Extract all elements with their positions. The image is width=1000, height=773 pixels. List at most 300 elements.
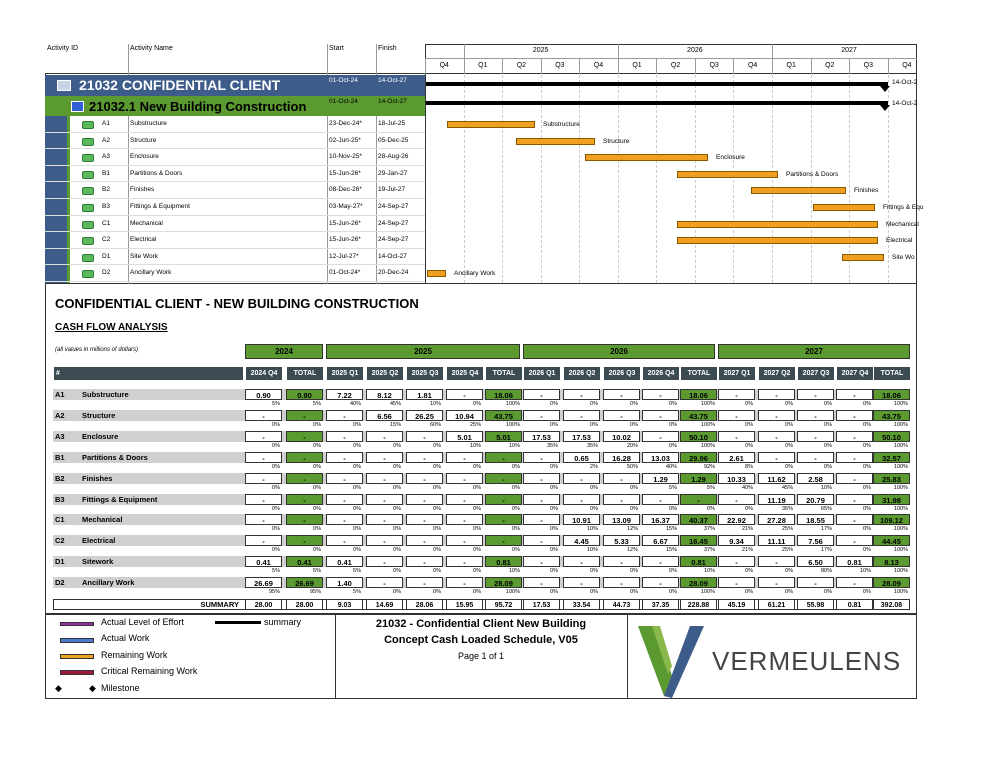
header-activity-id: Activity ID xyxy=(47,45,79,52)
cf-percent: 0% xyxy=(272,526,280,533)
cf-percent: 5% xyxy=(272,401,280,407)
cf-percent: 8% xyxy=(745,463,753,470)
cf-value: - xyxy=(563,410,600,421)
cf-summary-value: 14.69 xyxy=(366,599,403,610)
cf-value: - xyxy=(523,452,560,463)
cf-percent: 80% xyxy=(820,568,832,575)
cf-value: 43.75 xyxy=(485,410,522,421)
cf-value: 1.29 xyxy=(680,473,717,484)
cf-value: 8.12 xyxy=(366,389,403,400)
cf-value: - xyxy=(642,577,679,588)
cf-percent: 10% xyxy=(469,442,481,449)
cf-value: - xyxy=(286,431,323,442)
cf-percent: 0% xyxy=(824,589,832,596)
cf-summary-value: 45.19 xyxy=(718,599,755,610)
cf-row-name: Enclosure xyxy=(82,431,119,441)
cf-value: - xyxy=(642,494,679,505)
activity-row[interactable] xyxy=(45,149,425,166)
activity-bar[interactable] xyxy=(677,171,778,178)
timescale-year: 2026 xyxy=(687,47,703,54)
activity-bar-label: Electrical xyxy=(886,237,913,245)
cf-value: 0.81 xyxy=(485,556,522,567)
cf-value: - xyxy=(758,452,795,463)
cf-value: 5.01 xyxy=(485,431,522,442)
cf-percent: 45% xyxy=(389,401,401,407)
activity-start: 01-Oct-24* xyxy=(329,269,361,277)
cf-percent: 0% xyxy=(824,401,832,407)
cf-value: - xyxy=(406,452,443,463)
cf-value: - xyxy=(523,535,560,546)
timescale-quarter: Q3 xyxy=(709,62,719,69)
cf-value: 13.03 xyxy=(642,452,679,463)
cf-value: - xyxy=(718,410,755,421)
cf-value: - xyxy=(366,514,403,525)
activity-name: Site Work xyxy=(130,252,159,260)
cf-percent: 0% xyxy=(669,505,677,512)
cf-value: - xyxy=(326,452,363,463)
timescale-quarter: Q2 xyxy=(516,62,527,69)
cf-percent: 100% xyxy=(700,401,715,407)
cf-col-header: 2025 Q3 xyxy=(406,367,443,380)
cf-percent: 0% xyxy=(393,526,401,533)
activity-finish: 05-Dec-25 xyxy=(378,136,409,144)
cf-percent: 0% xyxy=(590,484,598,491)
cf-percent: 100% xyxy=(700,442,715,449)
cf-percent: 15% xyxy=(389,421,401,428)
cf-value: - xyxy=(523,473,560,484)
activity-icon xyxy=(82,254,94,262)
cf-percent: 0% xyxy=(863,442,871,449)
timescale-quarter: Q2 xyxy=(670,62,681,69)
cf-percent: 0% xyxy=(512,484,520,491)
activity-bar[interactable] xyxy=(677,221,878,228)
legend-actual: Actual Work xyxy=(101,633,150,643)
cf-summary-value: 95.72 xyxy=(485,599,522,610)
cf-value: 6.50 xyxy=(797,556,834,567)
wbs1-summary-end-icon xyxy=(880,86,890,92)
cf-percent: 25% xyxy=(781,526,793,533)
cf-col-header: 2025 Q4 xyxy=(446,367,483,380)
cf-percent: 0% xyxy=(353,442,361,449)
cf-value: 7.56 xyxy=(797,535,834,546)
cf-value: - xyxy=(406,494,443,505)
cf-col-header: TOTAL xyxy=(485,367,522,380)
cf-col-header: 2025 Q2 xyxy=(366,367,403,380)
cf-value: - xyxy=(245,494,282,505)
cf-percent: 10% xyxy=(508,568,520,575)
cf-percent: 60% xyxy=(429,421,441,428)
gantt-header xyxy=(45,44,425,74)
cf-value: 16.28 xyxy=(603,452,640,463)
cf-value: 28.09 xyxy=(485,577,522,588)
cf-value: 5.33 xyxy=(603,535,640,546)
activity-finish: 20-Dec-24 xyxy=(378,269,409,277)
cf-percent: 2% xyxy=(590,463,598,470)
cf-summary-value: 9.03 xyxy=(326,599,363,610)
cf-percent: 0% xyxy=(272,463,280,470)
cf-value: - xyxy=(406,473,443,484)
cf-value: - xyxy=(523,410,560,421)
cf-percent: 0% xyxy=(393,463,401,470)
activity-name: Fittings & Equipment xyxy=(130,203,190,210)
cf-value: - xyxy=(326,410,363,421)
cf-value: - xyxy=(758,389,795,400)
cf-percent: 0% xyxy=(590,568,598,575)
cf-value: - xyxy=(642,410,679,421)
cf-value: - xyxy=(836,514,873,525)
cf-value: 11.11 xyxy=(758,535,795,546)
activity-icon xyxy=(82,171,94,179)
cf-value: - xyxy=(286,535,323,546)
cf-percent: 0% xyxy=(863,526,871,533)
activity-start: 08-Dec-26* xyxy=(329,186,362,194)
activity-row[interactable] xyxy=(45,199,425,216)
cf-percent: 0% xyxy=(473,401,481,407)
activity-start: 15-Jun-26* xyxy=(329,219,361,227)
cf-row-id: A2 xyxy=(55,410,65,420)
cf-row-name: Sitework xyxy=(82,557,114,567)
cf-percent: 15% xyxy=(665,526,677,533)
cf-percent: 0% xyxy=(863,547,871,554)
legend-critical: Critical Remaining Work xyxy=(101,666,198,676)
cf-col-header: 2027 Q3 xyxy=(797,367,834,380)
cf-percent: 0% xyxy=(550,484,558,491)
cf-value: 18.06 xyxy=(680,389,717,400)
cf-value: 32.57 xyxy=(873,452,910,463)
cf-percent: 0% xyxy=(512,505,520,512)
cf-value: - xyxy=(485,473,522,484)
activity-icon xyxy=(82,121,94,129)
cf-percent: 5% xyxy=(669,484,677,491)
cf-percent: 95% xyxy=(268,589,280,596)
cf-percent: 0% xyxy=(863,484,871,491)
cf-value: - xyxy=(245,431,282,442)
wbs1-finish: 14-Oct-27 xyxy=(378,77,407,84)
footer-title-2: Concept Cash Loaded Schedule, V05 xyxy=(384,634,578,646)
cf-col-header: TOTAL xyxy=(286,367,323,380)
cf-row-id: B3 xyxy=(55,494,65,504)
cf-value: 50.10 xyxy=(680,431,717,442)
cf-value: - xyxy=(836,431,873,442)
cf-value: 11.19 xyxy=(758,494,795,505)
cf-value: - xyxy=(485,452,522,463)
cf-col-header: 2027 Q4 xyxy=(836,367,873,380)
cf-value: - xyxy=(603,556,640,567)
cf-value: - xyxy=(446,452,483,463)
cf-value: 17.53 xyxy=(563,431,600,442)
cf-percent: 0% xyxy=(433,442,441,449)
activity-start: 15-Jun-26* xyxy=(329,236,361,244)
cf-percent: 10% xyxy=(508,442,520,449)
cf-percent: 0% xyxy=(512,547,520,554)
cf-value: - xyxy=(836,494,873,505)
cf-value: - xyxy=(523,514,560,525)
cf-value: - xyxy=(563,389,600,400)
activity-row[interactable] xyxy=(45,216,425,233)
cf-summary-value: 44.73 xyxy=(603,599,640,610)
activity-icon xyxy=(82,204,94,212)
cf-percent: 0% xyxy=(863,505,871,512)
cf-percent: 15% xyxy=(665,547,677,554)
logo-text: VERMEULENS xyxy=(712,646,902,676)
cf-value: - xyxy=(563,556,600,567)
cf-percent: 100% xyxy=(700,589,715,596)
cf-value: - xyxy=(406,577,443,588)
cf-percent: 0% xyxy=(785,401,793,407)
cf-value: 28.09 xyxy=(680,577,717,588)
cf-value: - xyxy=(446,473,483,484)
cf-value: 20.79 xyxy=(797,494,834,505)
activity-bar[interactable] xyxy=(447,121,535,128)
cf-percent: 0% xyxy=(863,463,871,470)
activity-row[interactable] xyxy=(45,182,425,199)
cf-value: - xyxy=(563,473,600,484)
cf-value: - xyxy=(642,431,679,442)
cf-summary-value: 61.21 xyxy=(758,599,795,610)
cf-percent: 0% xyxy=(353,547,361,554)
activity-id: B2 xyxy=(102,186,110,194)
activity-bar[interactable] xyxy=(585,154,708,161)
cf-percent: 0% xyxy=(512,526,520,533)
cf-percent: 0% xyxy=(550,568,558,575)
cf-percent: 0% xyxy=(785,589,793,596)
cf-value: 0.65 xyxy=(563,452,600,463)
cf-summary-value: 15.95 xyxy=(446,599,483,610)
cf-percent: 0% xyxy=(590,421,598,428)
activity-start: 03-May-27* xyxy=(329,203,363,210)
cf-value: 1.29 xyxy=(642,473,679,484)
activity-start: 15-Jun-26* xyxy=(329,169,361,177)
cf-value: - xyxy=(485,535,522,546)
cf-row-id: B2 xyxy=(55,473,65,483)
timescale-quarter: Q4 xyxy=(747,62,758,69)
cf-value: - xyxy=(446,494,483,505)
cf-value: - xyxy=(563,577,600,588)
cf-value: - xyxy=(797,410,834,421)
cf-percent: 0% xyxy=(669,568,677,575)
timescale-year: 2025 xyxy=(532,47,549,54)
cf-percent: 0% xyxy=(669,421,677,428)
activity-bar[interactable] xyxy=(427,270,446,277)
wbs1-name: 21032 CONFIDENTIAL CLIENT xyxy=(79,77,281,93)
cf-percent: 0% xyxy=(313,547,321,554)
activity-bar-label: Site Wo xyxy=(892,253,915,261)
cf-value: - xyxy=(245,452,282,463)
cf-percent: 0% xyxy=(550,589,558,596)
cf-value: 26.69 xyxy=(286,577,323,588)
activity-finish: 29-Jan-27 xyxy=(378,169,408,177)
cf-percent: 100% xyxy=(893,505,908,512)
cf-percent: 45% xyxy=(781,484,793,491)
cf-value: 10.02 xyxy=(603,431,640,442)
cf-percent: 0% xyxy=(272,484,280,491)
activity-bar[interactable] xyxy=(842,254,884,261)
cf-percent: 0% xyxy=(669,589,677,596)
cf-value: 11.62 xyxy=(758,473,795,484)
legend-milestone: Milestone xyxy=(101,683,140,693)
cf-percent: 0% xyxy=(630,484,638,491)
cf-percent: 50% xyxy=(626,463,638,470)
folder-icon xyxy=(57,80,71,91)
cf-percent: 35% xyxy=(781,505,793,512)
cf-value: 109.12 xyxy=(873,514,910,525)
cf-note: (all values in millions of dollars) xyxy=(55,347,139,353)
cf-col-header: 2026 Q2 xyxy=(563,367,600,380)
cf-value: - xyxy=(758,556,795,567)
cf-percent: 25% xyxy=(781,547,793,554)
legend-remaining: Remaining Work xyxy=(101,650,168,660)
cf-value: 10.91 xyxy=(563,514,600,525)
cf-percent: 10% xyxy=(586,526,598,533)
cf-value: - xyxy=(286,410,323,421)
cf-percent: 0% xyxy=(550,526,558,533)
cf-percent: 0% xyxy=(863,401,871,407)
cf-percent: 5% xyxy=(353,589,361,596)
activity-bar-label: Structure xyxy=(603,137,630,145)
cf-row-id: D2 xyxy=(55,578,65,588)
cf-summary-value: 0.81 xyxy=(836,599,873,610)
activity-id: C2 xyxy=(102,236,111,244)
cf-percent: 0% xyxy=(393,568,401,575)
activity-bar[interactable] xyxy=(751,187,846,194)
cf-value: 9.34 xyxy=(718,535,755,546)
activity-finish: 18-Jul-25 xyxy=(378,120,406,127)
cf-row-id: C1 xyxy=(55,515,65,525)
cf-value: 2.61 xyxy=(718,452,755,463)
legend-remaining-swatch xyxy=(60,654,94,659)
cf-percent: 0% xyxy=(433,547,441,554)
activity-row[interactable] xyxy=(45,265,425,282)
cf-value: 1.40 xyxy=(326,577,363,588)
wbs2-end-label: 14-Oct-2 xyxy=(892,100,918,107)
cf-title: CONFIDENTIAL CLIENT - NEW BUILDING CONSTRUCTION xyxy=(55,296,419,311)
cf-percent: 0% xyxy=(473,505,481,512)
activity-bar[interactable] xyxy=(516,138,595,145)
wbs-folder-icon xyxy=(71,101,84,112)
cf-value: - xyxy=(797,577,834,588)
cf-percent: 10% xyxy=(703,568,715,575)
cf-percent: 100% xyxy=(893,547,908,554)
activity-icon xyxy=(82,138,94,146)
cf-value: - xyxy=(366,473,403,484)
cf-year-header: 2024 xyxy=(245,344,323,359)
cf-value: - xyxy=(758,577,795,588)
cf-value: - xyxy=(718,556,755,567)
cf-value: - xyxy=(245,535,282,546)
cf-percent: 0% xyxy=(272,421,280,428)
cf-percent: 0% xyxy=(630,505,638,512)
activity-row[interactable] xyxy=(45,116,425,133)
cf-percent: 0% xyxy=(353,463,361,470)
activity-icon xyxy=(82,270,94,278)
activity-id: D2 xyxy=(102,269,111,277)
cf-row-name: Electrical xyxy=(82,536,116,546)
cf-summary-value: 17.53 xyxy=(523,599,560,610)
activity-row[interactable] xyxy=(45,232,425,249)
activity-id: C1 xyxy=(102,219,111,227)
cf-value: - xyxy=(366,556,403,567)
milestone-icon: ◆ xyxy=(89,683,96,693)
cf-percent: 0% xyxy=(863,589,871,596)
timescale-quarter: Q4 xyxy=(593,62,604,69)
cf-percent: 0% xyxy=(473,547,481,554)
cf-value: - xyxy=(603,410,640,421)
activity-bar-label: Enclosure xyxy=(716,154,745,162)
cf-value: - xyxy=(642,556,679,567)
cf-value: 1.81 xyxy=(406,389,443,400)
cf-row-name: Substructure xyxy=(82,390,129,399)
cf-percent: 0% xyxy=(433,526,441,533)
cf-percent: 0% xyxy=(353,421,361,428)
timescale-quarter: Q4 xyxy=(439,62,449,69)
cf-percent: 0% xyxy=(353,526,361,533)
cf-percent: 0% xyxy=(590,401,598,407)
cf-value: - xyxy=(485,494,522,505)
cf-percent: 100% xyxy=(893,421,908,428)
activity-name: Partitions & Doors xyxy=(130,169,183,177)
cf-percent: 25% xyxy=(469,421,481,428)
cf-percent: 100% xyxy=(893,401,908,407)
cf-value: 0.90 xyxy=(286,389,323,400)
cf-value: - xyxy=(286,473,323,484)
cf-value: 17.53 xyxy=(523,431,560,442)
cf-percent: 0% xyxy=(473,463,481,470)
cf-value: 10.94 xyxy=(446,410,483,421)
cf-value: - xyxy=(366,452,403,463)
activity-finish: 28-Aug-26 xyxy=(378,153,409,161)
cf-row-name: Partitions & Doors xyxy=(82,452,148,462)
cf-value: 25.83 xyxy=(873,473,910,484)
cf-percent: 0% xyxy=(473,526,481,533)
cf-value: - xyxy=(523,577,560,588)
activity-row[interactable] xyxy=(45,166,425,183)
cf-percent: 0% xyxy=(272,505,280,512)
cf-percent: 40% xyxy=(349,401,361,407)
cf-percent: 0% xyxy=(745,568,753,575)
cf-percent: 0% xyxy=(393,442,401,449)
activity-bar[interactable] xyxy=(813,204,875,211)
cf-percent: 0% xyxy=(745,421,753,428)
cf-value: 43.75 xyxy=(680,410,717,421)
cf-value: 16.45 xyxy=(680,535,717,546)
cf-percent: 17% xyxy=(820,526,832,533)
activity-row[interactable] xyxy=(45,133,425,150)
activity-row[interactable] xyxy=(45,249,425,266)
cf-percent: 5% xyxy=(272,568,280,575)
cf-percent: 0% xyxy=(550,421,558,428)
cf-percent: 0% xyxy=(550,463,558,470)
cf-percent: 0% xyxy=(473,589,481,596)
cf-value: - xyxy=(718,389,755,400)
cf-value: - xyxy=(326,494,363,505)
activity-bar[interactable] xyxy=(677,237,878,244)
cf-percent: 0% xyxy=(313,505,321,512)
cf-row-id: C2 xyxy=(55,536,65,546)
footer-title-1: 21032 - Confidential Client New Building xyxy=(375,618,587,630)
cf-value: - xyxy=(797,389,834,400)
cf-percent: 0% xyxy=(863,421,871,428)
cf-percent: 0% xyxy=(824,421,832,428)
activity-start: 12-Jul-27* xyxy=(329,252,359,260)
cf-value: - xyxy=(406,431,443,442)
cf-value: - xyxy=(758,431,795,442)
cf-value: 29.96 xyxy=(680,452,717,463)
cf-col-header: TOTAL xyxy=(680,367,717,380)
cf-value: 28.09 xyxy=(873,577,910,588)
cf-value: - xyxy=(836,410,873,421)
cf-value: - xyxy=(718,494,755,505)
cf-value: - xyxy=(563,494,600,505)
